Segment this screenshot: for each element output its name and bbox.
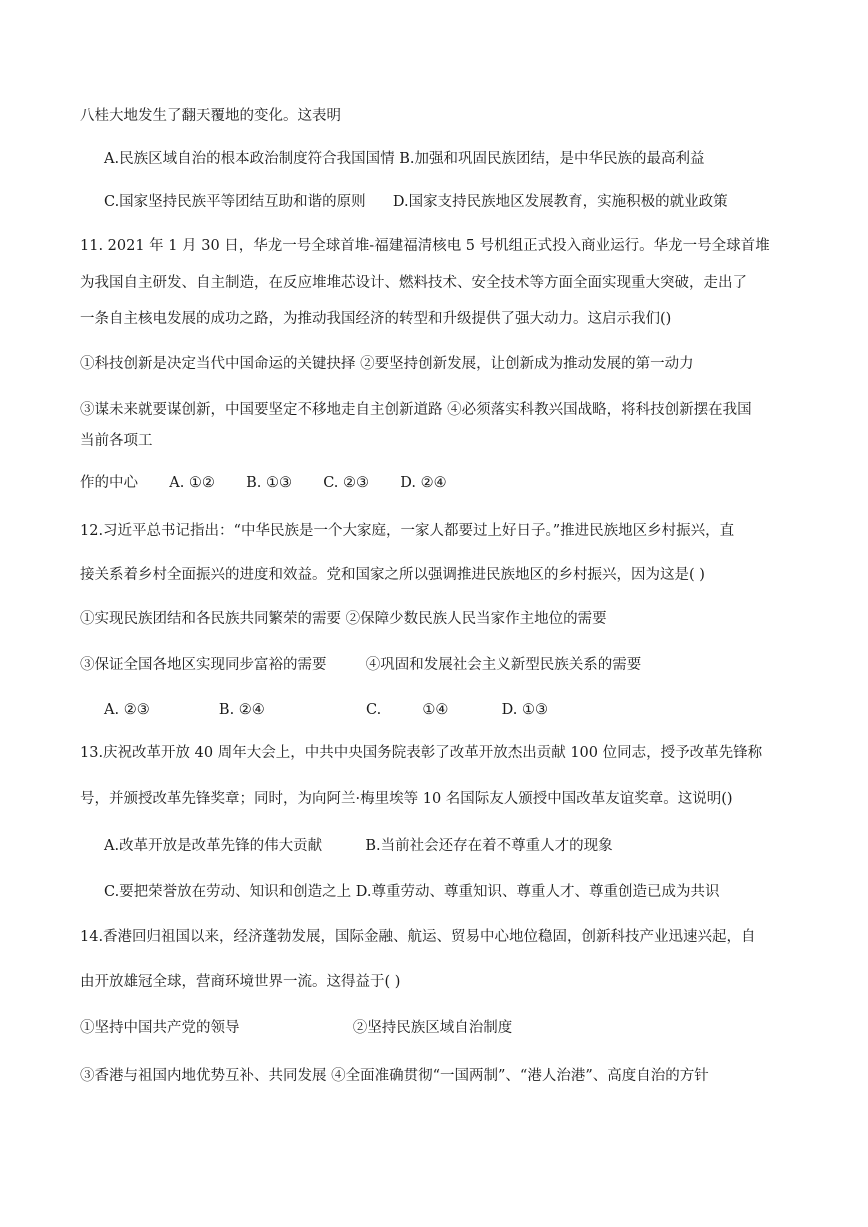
- question-12-statement: [80, 655, 641, 675]
- question-12-choices: [104, 700, 548, 720]
- statement-2: ②坚持民族区域自治制度: [352, 1020, 513, 1036]
- choice-d: D. ②④: [400, 475, 447, 491]
- question-12-line: 接关系着乡村全面振兴的进度和效益。党和国家之所以强调推进民族地区的乡村振兴，因为这是( ): [80, 567, 705, 583]
- question-11-statement: 当前各项工: [80, 433, 153, 449]
- option-line: [104, 192, 728, 212]
- choice-a: A. ②③: [104, 702, 150, 718]
- choice-a: A. ①②: [169, 475, 215, 491]
- question-12-statement: ①实现民族团结和各民族共同繁荣的需要 ②保障少数民族人民当家作主地位的需要: [80, 611, 607, 627]
- choice-c: C. ②③: [323, 475, 370, 491]
- question-13-choices: C.要把荣誉放在劳动、知识和创造之上 D.尊重劳动、尊重知识、尊重人才、尊重创造已成为共识: [104, 884, 720, 900]
- question-11-statement: ③谋未来就要谋创新，中国要坚定不移地走自主创新道路 ④必须落实科教兴国战略，将科技创新摆在我国: [80, 402, 752, 418]
- choice-d: D. ①③: [501, 702, 548, 718]
- option-line: [104, 149, 704, 169]
- question-14-statement: ③香港与祖国内地优势互补、共同发展 ④全面准确贯彻“一国两制”、“港人治港”、高度自治的方针: [80, 1068, 709, 1084]
- question-11-line: 一条自主核电发展的成功之路，为推动我国经济的转型和升级提供了强大动力。这启示我们(): [80, 311, 672, 327]
- question-11-choices: [80, 473, 447, 493]
- text-line: 八桂大地发生了翻天覆地的变化。这表明: [80, 108, 341, 124]
- statement-3: ③保证全国各地区实现同步富裕的需要: [80, 657, 327, 673]
- choice-text: 作的中心: [80, 475, 138, 491]
- choice-b: B.当前社会还存在着不尊重人才的现象: [365, 838, 613, 854]
- question-13-line: 号，并颁授改革先锋奖章；同时，为向阿兰·梅里埃等 10 名国际友人颁授中国改革友谊奖章。这说明(): [80, 791, 733, 807]
- choice-c: C.: [366, 702, 382, 718]
- question-14-line: 14.香港回归祖国以来，经济蓬勃发展，国际金融、航运、贸易中心地位稳固，创新科技产业迅速兴起，自: [80, 929, 756, 945]
- question-14-line: 由开放雄冠全球，营商环境世界一流。这得益于( ): [80, 974, 401, 990]
- statement-4: ④巩固和发展社会主义新型民族关系的需要: [365, 657, 642, 673]
- question-12-line: 12.习近平总书记指出：“中华民族是一个大家庭，一家人都要过上好日子。”推进民族地区乡村振兴，直: [80, 523, 735, 539]
- option-b: B.加强和巩固民族团结，是中华民族的最高利益: [399, 151, 705, 167]
- choice-a: A.改革开放是改革先锋的伟大贡献: [104, 838, 323, 854]
- question-11-line: 为我国自主研发、自主制造，在反应堆堆芯设计、燃料技术、安全技术等方面全面实现重大突破，走出了: [80, 275, 747, 291]
- option-a: A.民族区域自治的根本政治制度符合我国国情: [104, 151, 395, 167]
- question-13-line: 13.庆祝改革开放 40 周年大会上，中共中央国务院表彰了改革开放杰出贡献 100 位同志，授予改革先锋称: [80, 745, 763, 761]
- option-c: C.国家坚持民族平等团结互助和谐的原则: [104, 194, 366, 210]
- question-11-statement: ①科技创新是决定当代中国命运的关键抉择 ②要坚持创新发展，让创新成为推动发展的第一动力: [80, 356, 694, 372]
- statement-1: ①坚持中国共产党的领导: [80, 1020, 240, 1036]
- question-14-statement: [80, 1018, 512, 1038]
- option-d: D.国家支持民族地区发展教育，实施积极的就业政策: [392, 194, 728, 210]
- question-11-line: 11. 2021 年 1 月 30 日，华龙一号全球首堆-福建福清核电 5 号机组正式投入商业运行。华龙一号全球首堆: [80, 238, 770, 254]
- question-13-choices: [104, 836, 613, 856]
- choice-b: B. ②④: [218, 702, 265, 718]
- choice-c-value: ①④: [422, 702, 449, 718]
- choice-b: B. ①③: [246, 475, 293, 491]
